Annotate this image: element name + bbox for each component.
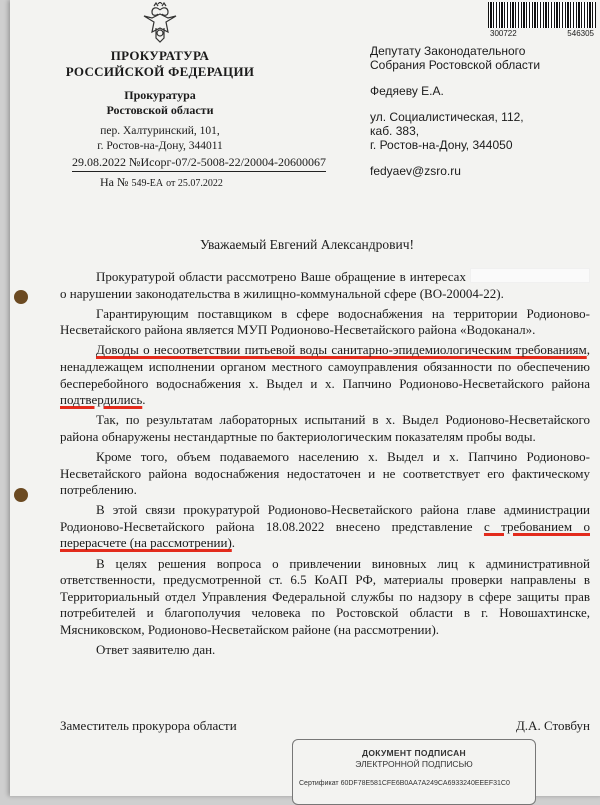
letterhead-city: г. Ростов-на-Дону, 344011 <box>97 140 223 152</box>
stamp-certificate: Сертификат 60DF78E581CFE6B0AA7A249CA6933240EEEF31C0 <box>299 780 510 787</box>
addressee-block <box>370 44 600 178</box>
addressee-email: fedyaev@zsro.ru <box>370 164 461 178</box>
letterhead-address: пер. Халтуринский, 101, <box>100 125 220 137</box>
barcode-bars <box>488 2 596 28</box>
letterhead-title: ПРОКУРАТУРА <box>110 48 210 63</box>
paragraph: Так, по результатам лабораторных испытаний в х. Выдел Родионово-Несветайского района обнаружены нестандартные по бактериологическим показателям пробы воды. <box>60 412 590 444</box>
letterhead-department: Прокуратура <box>124 88 196 102</box>
letterhead <box>60 48 260 154</box>
letter-page <box>10 0 600 796</box>
addressee-name: Федяеву Е.А. <box>370 84 444 98</box>
highlighted-text: с требованием о перерасчете (на рассмотрении) <box>60 518 590 551</box>
paragraph-text: . <box>231 535 236 551</box>
addressee-title-2: Собрания Ростовской области <box>370 58 541 72</box>
electronic-signature-stamp <box>292 739 536 805</box>
barcode-number-right: 546305 <box>567 29 594 38</box>
paragraph: В целях решения вопроса о привлечении виновных лиц к административной ответственности, предусмотренной ст. 6.5 КоАП РФ, материалы проверки направлены в Территориальный отдел Управления Федеральной службы по надзору в сфере защиты прав потребителей и благополучия человека по Ростовской области в г. Новошахтинске, Мясниковском, Родионово-Несветайском районе (на рассмотрении). <box>60 555 590 637</box>
paragraph <box>60 268 590 302</box>
signature-line <box>60 718 590 734</box>
letter-body <box>60 268 590 662</box>
paragraph <box>60 502 590 552</box>
paragraph-text: о нарушении законодательства в жилищно-коммунальной сфере (ВО-20004-22). <box>60 285 504 301</box>
incoming-reference-date: от 25.07.2022 <box>166 178 223 189</box>
stamp-subtitle: ЭЛЕКТРОННОЙ ПОДПИСЬЮ <box>355 759 473 769</box>
punch-hole <box>14 488 28 502</box>
paragraph: Ответ заявителю дан. <box>96 641 216 657</box>
paragraph-text: В этой связи прокуратурой Родионово-Несветайского района главе администрации Родионово-Несветайского района 18.08.2022 внесено представление <box>60 502 590 534</box>
incoming-reference-prefix: На № <box>100 175 129 189</box>
paragraph: Гарантирующим поставщиком в сфере водоснабжения на территории Родионово-Несветайского района является МУП Родионово-Несветайского района «Водоканал». <box>60 305 590 338</box>
stamp-title: ДОКУМЕНТ ПОДПИСАН <box>362 748 466 758</box>
addressee-office: каб. 383, <box>370 124 420 138</box>
punch-hole <box>14 290 28 304</box>
coat-of-arms-icon <box>138 2 182 46</box>
letterhead-region: Ростовской области <box>106 103 214 117</box>
addressee-title: Депутату Законодательного <box>370 44 526 58</box>
paragraph-text: Прокуратурой области рассмотрено Ваше обращение в интересах <box>96 269 466 284</box>
barcode <box>484 2 600 40</box>
barcode-number-left: 300722 <box>490 29 517 38</box>
incoming-reference <box>100 175 223 190</box>
incoming-reference-number: 549-ЕА <box>131 178 164 189</box>
letterhead-subtitle: РОССИЙСКОЙ ФЕДЕРАЦИИ <box>65 64 255 79</box>
addressee-city: г. Ростов-на-Дону, 344050 <box>370 138 513 152</box>
salutation: Уважаемый Евгений Александрович! <box>199 237 415 252</box>
signatory-name: Д.А. Стовбун <box>515 718 590 733</box>
addressee-street: ул. Социалистическая, 112, <box>370 110 524 124</box>
outgoing-reference: 29.08.2022 №Исорг-07/2-5008-22/20004-20600067 <box>72 155 326 172</box>
paragraph: Кроме того, объем подаваемого населению х. Выдел и х. Папчино Родионово-Несветайского района водоснабжения недостаточен и не соответствует его фактическому потреблению. <box>60 448 590 498</box>
highlighted-text: подтвердились <box>60 392 143 408</box>
signatory-position: Заместитель прокурора области <box>60 718 237 733</box>
redacted-area <box>470 268 590 283</box>
highlighted-text: Доводы о несоответствии питьевой воды санитарно-эпидемиологическим требованиям <box>96 342 587 358</box>
paragraph-text: , ненадлежащем исполнении органом местного самоуправления обязанности по обеспечению бесперебойного водоснабжения х. Выдел и х. Папчино Родионово-Несветайского района <box>60 342 590 391</box>
paragraph-text: . <box>142 392 146 408</box>
paragraph <box>60 342 590 408</box>
